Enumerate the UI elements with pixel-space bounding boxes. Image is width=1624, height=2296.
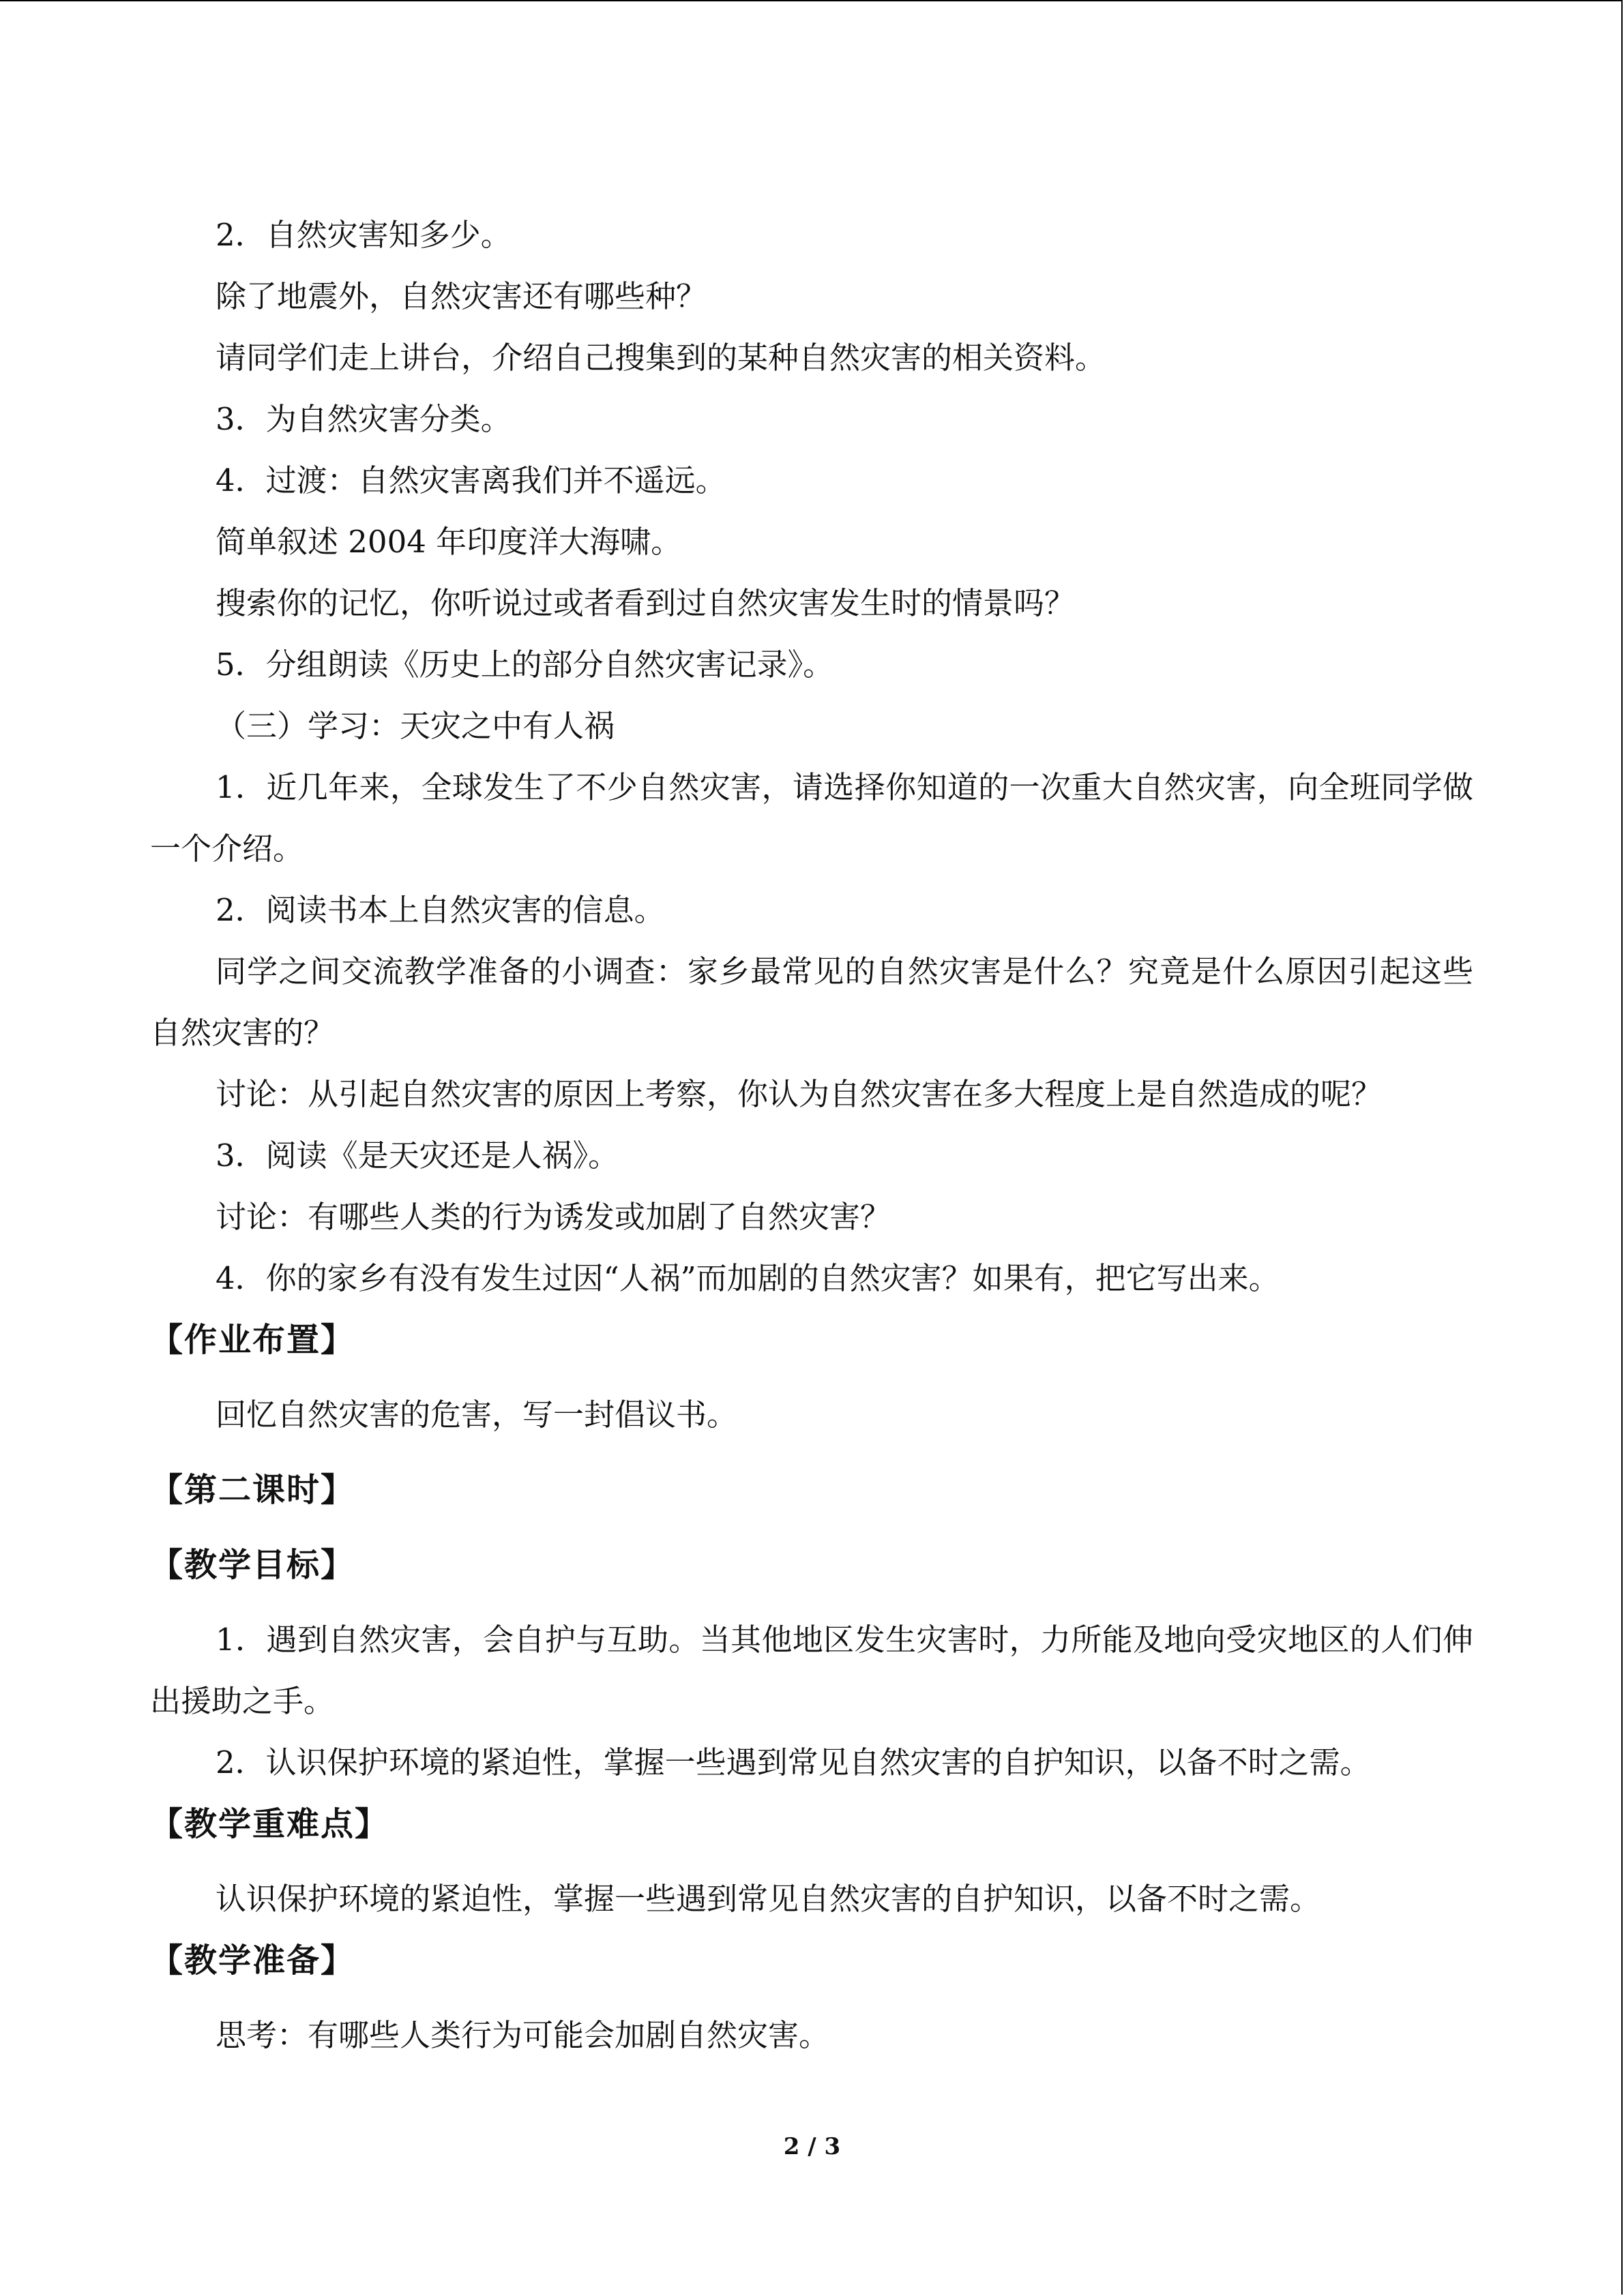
paragraph: 2．阅读书本上自然灾害的信息。	[216, 892, 665, 928]
objective-item: 2．认识保护环境的紧迫性，掌握一些遇到常见自然灾害的自护知识，以备不时之需。	[216, 1744, 1371, 1780]
paragraph: 简单叙述 2004 年印度洋大海啸。	[216, 524, 682, 560]
paragraph: 4．你的家乡有没有发生过因“人祸”而加剧的自然灾害？如果有，把它写出来。	[216, 1260, 1280, 1296]
key-points-text: 认识保护环境的紧迫性，掌握一些遇到常见自然灾害的自护知识，以备不时之需。	[216, 1881, 1321, 1917]
paragraph: 4．过渡：自然灾害离我们并不遥远。	[216, 462, 726, 498]
page-number: 2 / 3	[783, 2133, 841, 2160]
heading-second-lesson: 【第二课时】	[150, 1471, 355, 1509]
paragraph: 同学之间交流教学准备的小调查：家乡最常见的自然灾害是什么？究竟是什么原因引起这些自然灾害的？	[150, 953, 1473, 1051]
document-body	[150, 205, 1473, 2066]
paragraph: 讨论：从引起自然灾害的原因上考察，你认为自然灾害在多大程度上是自然造成的呢？	[216, 1076, 1383, 1112]
paragraph: 1．近几年来，全球发生了不少自然灾害，请选择你知道的一次重大自然灾害，向全班同学做一个介绍。	[150, 769, 1473, 867]
heading-key-points: 【教学重难点】	[150, 1805, 389, 1843]
paragraph: 请同学们走上讲台，介绍自己搜集到的某种自然灾害的相关资料。	[216, 340, 1106, 376]
preparation-text: 思考：有哪些人类行为可能会加剧自然灾害。	[216, 2017, 830, 2053]
paragraph: 除了地震外，自然灾害还有哪些种？	[216, 278, 707, 314]
heading-objectives: 【教学目标】	[150, 1546, 355, 1584]
paragraph: 2．自然灾害知多少。	[216, 217, 512, 253]
heading-preparation: 【教学准备】	[150, 1941, 355, 1980]
paragraph: 3．阅读《是天灾还是人祸》。	[216, 1137, 619, 1174]
heading-homework: 【作业布置】	[150, 1321, 355, 1359]
paragraph: 3．为自然灾害分类。	[216, 401, 512, 437]
paragraph: 5．分组朗读《历史上的部分自然灾害记录》。	[216, 646, 834, 683]
section-subheading: （三）学习：天灾之中有人祸	[216, 708, 615, 744]
paragraph: 讨论：有哪些人类的行为诱发或加剧了自然灾害？	[216, 1199, 891, 1235]
objective-item: 1．遇到自然灾害，会自护与互助。当其他地区发生灾害时，力所能及地向受灾地区的人们伸出援助之手。	[150, 1622, 1473, 1719]
homework-text: 回忆自然灾害的危害，写一封倡议书。	[216, 1397, 738, 1433]
paragraph: 搜索你的记忆，你听说过或者看到过自然灾害发生时的情景吗？	[216, 585, 1076, 621]
